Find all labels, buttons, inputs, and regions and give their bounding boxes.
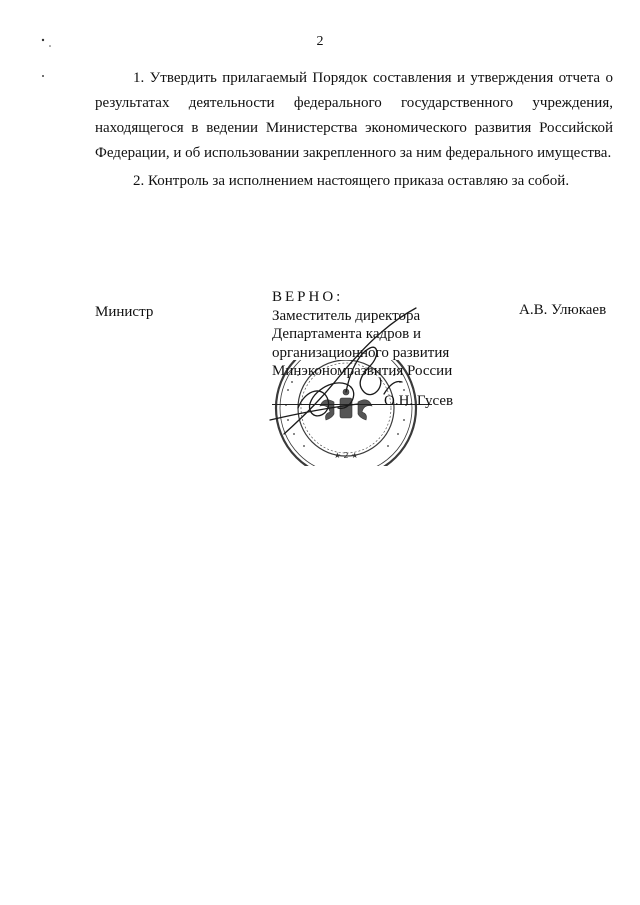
order-body bbox=[95, 66, 613, 194]
signature-icon bbox=[266, 300, 426, 440]
page-number: 2 bbox=[316, 34, 324, 49]
certifier-name: О.Н. Гусев bbox=[384, 393, 454, 409]
paragraph-approve-procedure: 1. Утвердить прилагаемый Порядок составления и утверждения отчета о результатах деятельности федерального государственного учреждения, находящегося в ведении Министерства экономического развития Российской Федерации, и об использовании закрепленного за ним федерального имущества. bbox=[95, 70, 613, 161]
certifier-department-line: Департамента кадров и bbox=[272, 326, 421, 342]
paragraph-control-clause: 2. Контроль за исполнением настоящего приказа оставляю за собой. bbox=[133, 173, 570, 189]
certifier-department-line: организационного развития bbox=[272, 344, 450, 361]
signatory-position: Министр bbox=[95, 304, 154, 320]
svg-text:★ 2 ★: ★ 2 ★ bbox=[333, 451, 359, 460]
certifier-position-line: Заместитель директора bbox=[272, 307, 421, 324]
signatory-name: А.В. Улюкаев bbox=[519, 302, 607, 318]
certified-mark: ВЕРНО: bbox=[272, 289, 344, 305]
certifier-ministry-line: Минэкономразвития России bbox=[272, 363, 453, 379]
